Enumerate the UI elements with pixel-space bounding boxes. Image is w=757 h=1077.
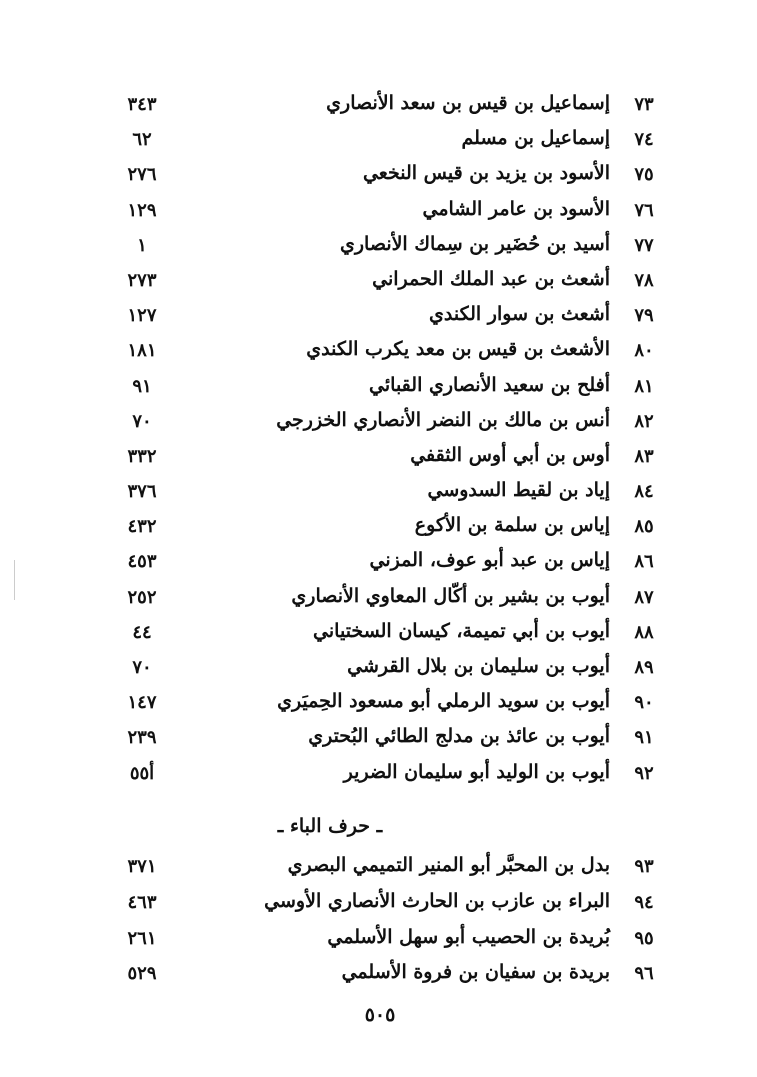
index-entry [110, 924, 670, 960]
entry-page-ref: ٢٦١ [127, 927, 157, 949]
entry-number: ٨٦ [634, 551, 654, 573]
entry-number: ٨٤ [634, 481, 654, 503]
index-entry [110, 442, 670, 477]
entry-page-ref: ٣٧١ [127, 856, 157, 877]
entry-page-ref: ٢٧٣ [127, 269, 157, 291]
index-entry [110, 301, 670, 336]
entry-name: أيوب بن الوليد أبو سليمان الضرير [343, 760, 610, 783]
index-list-ba [110, 852, 670, 995]
entry-name: أشعث بن سوار الكندي [429, 303, 610, 326]
entry-number: ٩٣ [634, 856, 654, 877]
entry-page-ref: ٦٢ [132, 129, 152, 151]
entry-page-ref: ١٢٩ [127, 199, 157, 221]
entry-name: إياس بن عبد أبو عوف، المزني [369, 549, 610, 572]
entry-name: إسماعيل بن قيس بن سعد الأنصاري [326, 92, 610, 114]
index-entry [110, 852, 670, 888]
entry-name: أيوب بن سليمان بن بلال القرشي [347, 655, 610, 677]
entry-number: ٧٣ [634, 94, 654, 115]
index-list-alif [110, 90, 670, 794]
index-entry [110, 90, 670, 125]
entry-page-ref: ١٢٧ [127, 305, 157, 327]
entry-number: ٨٥ [634, 516, 654, 538]
entry-name: البراء بن عازب بن الحارث الأنصاري الأوسي [264, 889, 610, 912]
entry-number: ٧٨ [634, 269, 654, 291]
index-entry [110, 688, 670, 723]
entry-page-ref: ٤٤ [132, 621, 152, 643]
entry-number: ٧٧ [634, 234, 654, 256]
entry-number: ٩٥ [634, 927, 654, 949]
entry-number: ٨٠ [634, 340, 654, 362]
index-entry [110, 266, 670, 301]
entry-page-ref: ٣٤٣ [127, 94, 157, 115]
index-entry [110, 512, 670, 547]
index-entry [110, 583, 670, 618]
index-entry [110, 959, 670, 995]
entry-name: إياد بن لقيط السدوسي [427, 479, 610, 502]
margin-mark [14, 560, 15, 600]
entry-page-ref: ٣٧٦ [127, 481, 157, 503]
entry-name: أنس بن مالك بن النضر الأنصاري الخزرجي [276, 408, 610, 431]
entry-number: ٧٤ [634, 129, 654, 151]
entry-page-ref: أ٥٥ [129, 762, 155, 784]
index-entry [110, 125, 670, 160]
entry-name: أوس بن أبي أوس الثقفي [410, 443, 610, 466]
entry-name: أشعث بن عبد الملك الحمراني [372, 267, 610, 290]
entry-page-ref: ٤٣٢ [127, 516, 157, 538]
entry-number: ٨٨ [634, 621, 654, 643]
entry-number: ٩١ [634, 727, 654, 749]
entry-number: ٨٧ [634, 586, 654, 608]
entry-number: ٩٤ [634, 891, 654, 913]
entry-page-ref: ٢٧٦ [127, 164, 157, 186]
entry-page-ref: ٧٠ [132, 657, 152, 678]
entry-name: أيوب بن أبي تميمة، كيسان السختياني [313, 619, 610, 642]
entry-page-ref: ١٤٧ [127, 692, 157, 714]
entry-number: ٨٢ [634, 410, 654, 432]
entry-page-ref: ٩١ [132, 375, 152, 397]
entry-page-ref: ٢٣٩ [127, 727, 157, 749]
entry-page-ref: ٢٥٢ [127, 586, 157, 608]
index-entry [110, 160, 670, 195]
entry-name: الأشعث بن قيس بن معد يكرب الكندي [306, 338, 610, 361]
index-entry [110, 336, 670, 371]
entry-name: بُريدة بن الحصيب أبو سهل الأسلمي [327, 925, 610, 948]
entry-name: أيوب بن عائذ بن مدلج الطائي البُحتري [308, 725, 610, 748]
entry-page-ref: ٥٢٩ [127, 963, 157, 985]
index-entry [110, 547, 670, 582]
entry-number: ٨٣ [634, 445, 654, 467]
entry-name: أسيد بن حُضَير بن سِماك الأنصاري [340, 232, 610, 255]
entry-number: ٩٢ [634, 762, 654, 784]
index-entry [110, 618, 670, 653]
entry-number: ٧٩ [634, 305, 654, 327]
entry-name: الأسود بن عامر الشامي [422, 197, 610, 220]
entry-name: إياس بن سلمة بن الأكوع [414, 514, 610, 537]
entry-name: إسماعيل بن مسلم [461, 127, 610, 150]
entry-page-ref: ٤٦٣ [127, 891, 157, 913]
section-header-ba: ـ حرف الباء ـ [277, 815, 383, 837]
index-entry [110, 231, 670, 266]
entry-name: أيوب بن بشير بن أكّال المعاوي الأنصاري [291, 584, 610, 607]
entry-number: ٧٥ [634, 164, 654, 186]
page-number: ٥٠٥ [364, 1004, 396, 1026]
entry-page-ref: ٧٠ [132, 410, 152, 432]
entry-number: ٨٩ [634, 657, 654, 678]
entry-name: أفلح بن سعيد الأنصاري القبائي [369, 373, 610, 396]
index-entry [110, 723, 670, 758]
entry-number: ٩٠ [634, 692, 654, 714]
entry-name: بريدة بن سفيان بن فروة الأسلمي [341, 961, 610, 984]
entry-number: ٩٦ [634, 963, 654, 985]
index-entry [110, 653, 670, 688]
entry-name: أيوب بن سويد الرملي أبو مسعود الحِميَري [277, 690, 610, 713]
entry-number: ٧٦ [634, 199, 654, 221]
index-entry [110, 372, 670, 407]
entry-page-ref: ١ [137, 234, 147, 256]
index-entry [110, 759, 670, 794]
entry-number: ٨١ [634, 375, 654, 397]
index-entry [110, 196, 670, 231]
entry-page-ref: ٤٥٣ [127, 551, 157, 573]
index-entry [110, 477, 670, 512]
entry-page-ref: ٣٣٢ [127, 445, 157, 467]
entry-name: بدل بن المحبَّر أبو المنير التميمي البصري [287, 854, 610, 876]
entry-name: الأسود بن يزيد بن قيس النخعي [362, 162, 610, 185]
index-entry [110, 888, 670, 924]
index-entry [110, 407, 670, 442]
entry-page-ref: ١٨١ [127, 340, 157, 362]
